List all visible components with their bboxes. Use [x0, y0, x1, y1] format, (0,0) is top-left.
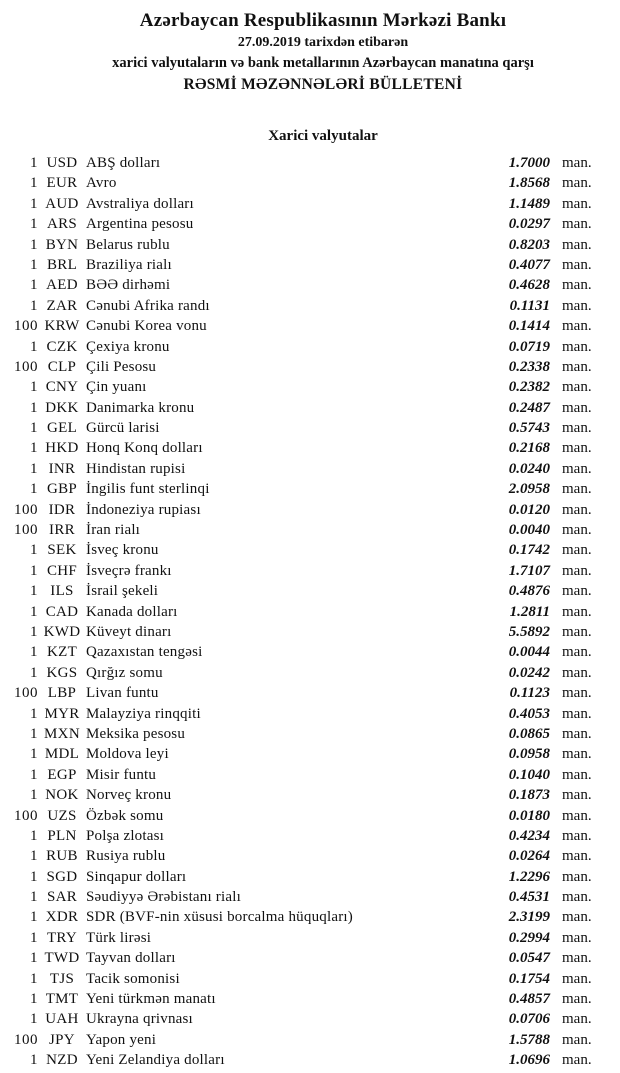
table-row: [0, 826, 600, 846]
quantity: 100: [14, 807, 38, 824]
rate-value: 0.0958: [508, 746, 550, 763]
quantity: 100: [14, 522, 38, 539]
quantity: 100: [14, 501, 38, 518]
table-row: [0, 642, 600, 662]
rate-unit: man.: [562, 562, 592, 579]
rate-unit: man.: [562, 399, 592, 416]
currency-code: AED: [46, 277, 78, 294]
currency-name: Qazaxıstan tengəsi: [86, 644, 203, 661]
rate-value: 0.0719: [508, 338, 550, 355]
currency-name: Danimarka kronu: [86, 399, 195, 416]
table-row: [0, 948, 600, 968]
quantity: 1: [30, 460, 38, 477]
rate-value: 0.8203: [508, 236, 550, 253]
rate-unit: man.: [562, 889, 592, 906]
rate-unit: man.: [562, 460, 592, 477]
currency-code: EGP: [47, 766, 77, 783]
currency-name: Cənubi Korea vonu: [86, 318, 207, 335]
quantity: 1: [30, 929, 38, 946]
rate-unit: man.: [562, 970, 592, 987]
currency-code: JPY: [49, 1031, 75, 1048]
rate-unit: man.: [562, 664, 592, 681]
currency-name: Türk lirəsi: [86, 929, 152, 946]
rate-value: 0.2382: [508, 379, 550, 396]
rate-unit: man.: [562, 440, 592, 457]
currency-name: Meksika pesosu: [86, 725, 186, 742]
rate-value: 1.5788: [508, 1031, 550, 1048]
rate-value: 0.5743: [508, 420, 550, 437]
currency-code: NZD: [46, 1052, 78, 1069]
quantity: 1: [30, 909, 38, 926]
table-row: [0, 357, 600, 377]
currency-name: Livan funtu: [86, 685, 159, 702]
rate-unit: man.: [562, 195, 592, 212]
currency-name: Çin yuanı: [86, 379, 147, 396]
quantity: 1: [30, 725, 38, 742]
rate-value: 0.1131: [509, 297, 550, 314]
rate-unit: man.: [562, 277, 592, 294]
table-row: [0, 683, 600, 703]
rate-value: 1.2296: [508, 868, 550, 885]
currency-code: PLN: [47, 827, 77, 844]
rate-unit: man.: [562, 379, 592, 396]
quantity: 1: [30, 1052, 38, 1069]
currency-name: Sinqapur dolları: [86, 868, 187, 885]
table-row: [0, 337, 600, 357]
table-row: [0, 316, 600, 336]
currency-code: TRY: [46, 929, 78, 946]
effective-date-line: 27.09.2019 tarixdən etibarən: [237, 35, 409, 50]
document-header: [0, 0, 620, 95]
rate-unit: man.: [562, 685, 592, 702]
currency-name: İsveç kronu: [86, 542, 159, 559]
table-row: [0, 296, 600, 316]
currency-code: KZT: [46, 644, 78, 661]
quantity: 1: [30, 542, 38, 559]
quantity: 1: [30, 868, 38, 885]
table-row: [0, 500, 600, 520]
currency-code: CZK: [46, 338, 78, 355]
table-row: [0, 255, 600, 275]
currency-code: GBP: [46, 481, 78, 498]
rate-value: 1.7107: [508, 562, 550, 579]
table-row: [0, 540, 600, 560]
quantity: 1: [30, 746, 38, 763]
currency-name: Avstraliya dolları: [86, 195, 194, 212]
currency-code: UAH: [45, 1011, 79, 1028]
quantity: 1: [30, 481, 38, 498]
currency-code: MXN: [44, 725, 80, 742]
table-row: [0, 969, 600, 989]
rate-unit: man.: [562, 338, 592, 355]
currency-name: Polşa zlotası: [86, 827, 165, 844]
quantity: 1: [30, 623, 38, 640]
rate-value: 1.1489: [508, 195, 550, 212]
quantity: 1: [30, 562, 38, 579]
rate-value: 2.3199: [508, 909, 550, 926]
subtitle-line: xarici valyutaların və bank metallarının Azərbaycan manatına qarşı: [112, 55, 534, 71]
table-row: [0, 867, 600, 887]
currency-code: NOK: [45, 787, 79, 804]
currency-code: IRR: [49, 522, 75, 539]
currency-name: Səudiyyə Ərəbistanı rialı: [86, 889, 241, 906]
rate-unit: man.: [562, 1011, 592, 1028]
currency-name: Özbək somu: [86, 807, 164, 824]
table-row: [0, 704, 600, 724]
rate-unit: man.: [562, 175, 592, 192]
quantity: 100: [14, 318, 38, 335]
quantity: 1: [30, 644, 38, 661]
table-row: [0, 846, 600, 866]
table-row: [0, 724, 600, 744]
table-row: [0, 520, 600, 540]
table-row: [0, 479, 600, 499]
table-row: [0, 418, 600, 438]
rate-unit: man.: [562, 766, 592, 783]
currency-code: GEL: [46, 420, 78, 437]
table-row: [0, 887, 600, 907]
table-row: [0, 275, 600, 295]
quantity: 1: [30, 664, 38, 681]
currency-code: CNY: [45, 379, 79, 396]
table-row: [0, 581, 600, 601]
rate-value: 0.1873: [508, 787, 550, 804]
currency-name: İsrail şekeli: [86, 583, 159, 600]
rate-unit: man.: [562, 705, 592, 722]
rate-value: 0.1742: [508, 542, 550, 559]
currency-name: ABŞ dolları: [86, 155, 161, 171]
section-title-foreign-currencies: Xarici valyutalar: [268, 128, 378, 144]
rate-unit: man.: [562, 991, 592, 1008]
currency-code: XDR: [45, 909, 79, 926]
currency-code: LBP: [47, 685, 77, 702]
currency-name: İran rialı: [86, 522, 141, 539]
quantity: 1: [30, 216, 38, 233]
rate-value: 0.2168: [508, 440, 550, 457]
table-row: [0, 622, 600, 642]
table-row: [0, 235, 600, 255]
quantity: 1: [30, 848, 38, 865]
currency-code: HKD: [45, 440, 79, 457]
currency-code: USD: [46, 155, 78, 171]
quantity: 100: [14, 358, 38, 375]
rate-unit: man.: [562, 236, 592, 253]
rate-value: 0.4876: [508, 583, 550, 600]
quantity: 1: [30, 889, 38, 906]
quantity: 1: [30, 827, 38, 844]
rate-unit: man.: [562, 787, 592, 804]
currency-name: Braziliya rialı: [86, 256, 172, 273]
table-row: [0, 928, 600, 948]
table-row: [0, 1030, 600, 1050]
quantity: 1: [30, 950, 38, 967]
rate-unit: man.: [562, 746, 592, 763]
rate-value: 0.1040: [508, 766, 550, 783]
rate-value: 0.0242: [508, 664, 550, 681]
rate-unit: man.: [562, 868, 592, 885]
rate-unit: man.: [562, 155, 592, 171]
quantity: 1: [30, 379, 38, 396]
rate-value: 0.0044: [508, 644, 550, 661]
table-row: [0, 561, 600, 581]
currency-code: SEK: [47, 542, 77, 559]
quantity: 1: [30, 155, 38, 171]
rate-value: 5.5892: [508, 623, 550, 640]
currency-code: AUD: [45, 195, 79, 212]
currency-name: Küveyt dinarı: [86, 623, 172, 640]
currency-code: ILS: [50, 583, 74, 600]
rate-value: 0.4531: [508, 889, 550, 906]
rate-unit: man.: [562, 848, 592, 865]
table-row: [0, 663, 600, 683]
rate-unit: man.: [562, 216, 592, 233]
quantity: 100: [14, 685, 38, 702]
currency-name: Cənubi Afrika randı: [86, 297, 210, 314]
rate-value: 0.4077: [508, 256, 550, 273]
table-row: [0, 438, 600, 458]
rate-unit: man.: [562, 950, 592, 967]
currency-code: EUR: [46, 175, 78, 192]
quantity: 1: [30, 338, 38, 355]
currency-code: TWD: [44, 950, 80, 967]
rate-value: 0.2487: [508, 399, 550, 416]
quantity: 1: [30, 420, 38, 437]
quantity: 1: [30, 1011, 38, 1028]
currency-name: İsveçrə frankı: [86, 562, 172, 579]
currency-code: UZS: [47, 807, 77, 824]
currency-name: Avro: [86, 175, 117, 192]
quantity: 1: [30, 195, 38, 212]
rate-unit: man.: [562, 420, 592, 437]
currency-code: IDR: [48, 501, 76, 518]
table-row: [0, 194, 600, 214]
quantity: 1: [30, 603, 38, 620]
quantity: 1: [30, 705, 38, 722]
quantity: 1: [30, 583, 38, 600]
rate-value: 0.0180: [508, 807, 550, 824]
rate-value: 0.4234: [508, 827, 550, 844]
table-row: [0, 765, 600, 785]
currency-name: Tayvan dolları: [86, 950, 176, 967]
currency-code: RUB: [46, 848, 78, 865]
rate-value: 0.4857: [508, 991, 550, 1008]
currency-code: KWD: [43, 623, 81, 640]
table-row: [0, 1050, 600, 1070]
quantity: 1: [30, 970, 38, 987]
quantity: 1: [30, 399, 38, 416]
currency-code: SGD: [46, 868, 78, 885]
currency-name: Kanada dolları: [86, 603, 178, 620]
rate-unit: man.: [562, 1052, 592, 1069]
currency-code: CAD: [45, 603, 79, 620]
currency-code: KGS: [46, 664, 78, 681]
currency-code: CHF: [46, 562, 78, 579]
currency-name: Misir funtu: [86, 766, 157, 783]
rate-unit: man.: [562, 827, 592, 844]
rate-unit: man.: [562, 644, 592, 661]
table-row: [0, 459, 600, 479]
rate-value: 1.0696: [508, 1052, 550, 1069]
table-row: [0, 785, 600, 805]
currency-name: Tacik somonisi: [86, 970, 180, 987]
currency-name: Moldova leyi: [86, 746, 169, 763]
currency-code: DKK: [45, 399, 79, 416]
rate-value: 0.0865: [508, 725, 550, 742]
table-row: [0, 214, 600, 234]
rate-unit: man.: [562, 929, 592, 946]
rate-value: 0.2994: [508, 929, 550, 946]
currency-name: SDR (BVF-nin xüsusi borcalma hüquqları): [86, 909, 353, 926]
rate-unit: man.: [562, 358, 592, 375]
currency-code: CLP: [47, 358, 77, 375]
currency-name: Yapon yeni: [86, 1031, 157, 1048]
quantity: 1: [30, 297, 38, 314]
rate-value: 0.1414: [508, 318, 550, 335]
table-row: [0, 377, 600, 397]
quantity: 1: [30, 766, 38, 783]
currency-code: KRW: [44, 318, 80, 335]
currency-name: Malayziya rinqqiti: [86, 705, 201, 722]
quantity: 1: [30, 440, 38, 457]
currency-code: MDL: [44, 746, 80, 763]
table-row: [0, 907, 600, 927]
rate-value: 0.0240: [508, 460, 550, 477]
quantity: 1: [30, 277, 38, 294]
currency-name: Argentina pesosu: [86, 216, 194, 233]
quantity: 100: [14, 1031, 38, 1048]
rate-unit: man.: [562, 542, 592, 559]
table-row: [0, 744, 600, 764]
rate-value: 0.0040: [508, 522, 550, 539]
currency-name: Çexiya kronu: [86, 338, 170, 355]
currency-code: ZAR: [46, 297, 78, 314]
currency-name: Yeni türkmən manatı: [86, 991, 216, 1008]
currency-name: BƏƏ dirhəmi: [86, 277, 171, 294]
rate-value: 1.7000: [508, 155, 550, 171]
rate-value: 2.0958: [508, 481, 550, 498]
rate-unit: man.: [562, 1031, 592, 1048]
rate-value: 0.2338: [508, 358, 550, 375]
quantity: 1: [30, 175, 38, 192]
currency-code: TMT: [45, 991, 79, 1008]
rate-unit: man.: [562, 725, 592, 742]
rate-value: 0.1123: [509, 685, 550, 702]
rate-unit: man.: [562, 481, 592, 498]
rate-value: 1.2811: [509, 603, 550, 620]
currency-code: MYR: [44, 705, 80, 722]
currency-code: BYN: [45, 236, 79, 253]
currency-name: Norveç kronu: [86, 787, 172, 804]
rate-value: 0.0547: [508, 950, 550, 967]
currency-name: Honq Konq dolları: [86, 440, 203, 457]
currency-code: INR: [48, 460, 76, 477]
table-row: [0, 806, 600, 826]
rate-value: 1.8568: [508, 175, 550, 192]
rate-value: 0.1754: [508, 970, 550, 987]
currency-name: Hindistan rupisi: [86, 460, 186, 477]
rate-unit: man.: [562, 807, 592, 824]
currency-name: Rusiya rublu: [86, 848, 166, 865]
table-row: [0, 989, 600, 1009]
currency-code: SAR: [46, 889, 78, 906]
rate-value: 0.0264: [508, 848, 550, 865]
table-row: [0, 602, 600, 622]
bank-name-title: Azərbaycan Respublikasının Mərkəzi Bankı: [139, 10, 507, 31]
rate-unit: man.: [562, 256, 592, 273]
quantity: 1: [30, 787, 38, 804]
currency-name: İngilis funt sterlinqi: [86, 481, 210, 498]
currency-code: BRL: [46, 256, 78, 273]
exchange-rates-table: [0, 153, 600, 1071]
currency-name: İndoneziya rupiası: [86, 501, 201, 518]
rate-unit: man.: [562, 297, 592, 314]
rate-unit: man.: [562, 623, 592, 640]
rate-unit: man.: [562, 318, 592, 335]
currency-name: Çili Pesosu: [86, 358, 157, 375]
currency-code: TJS: [49, 970, 75, 987]
currency-name: Yeni Zelandiya dolları: [86, 1052, 225, 1069]
rate-unit: man.: [562, 583, 592, 600]
rate-value: 0.4628: [508, 277, 550, 294]
currency-name: Ukrayna qrivnası: [86, 1011, 193, 1028]
table-row: [0, 398, 600, 418]
rate-value: 0.4053: [508, 705, 550, 722]
rate-unit: man.: [562, 909, 592, 926]
quantity: 1: [30, 991, 38, 1008]
rate-unit: man.: [562, 501, 592, 518]
rate-value: 0.0297: [508, 216, 550, 233]
bulletin-title: RƏSMİ MƏZƏNNƏLƏRİ BÜLLETENİ: [183, 76, 463, 93]
rate-value: 0.0120: [508, 501, 550, 518]
table-row: [0, 1009, 600, 1029]
table-row: [0, 173, 600, 193]
quantity: 1: [30, 256, 38, 273]
rate-unit: man.: [562, 603, 592, 620]
rate-value: 0.0706: [508, 1011, 550, 1028]
table-row: [0, 153, 600, 173]
rate-unit: man.: [562, 522, 592, 539]
currency-name: Belarus rublu: [86, 236, 170, 253]
quantity: 1: [30, 236, 38, 253]
currency-name: Gürcü larisi: [86, 420, 160, 437]
currency-code: ARS: [46, 216, 78, 233]
currency-name: Qırğız somu: [86, 664, 163, 681]
